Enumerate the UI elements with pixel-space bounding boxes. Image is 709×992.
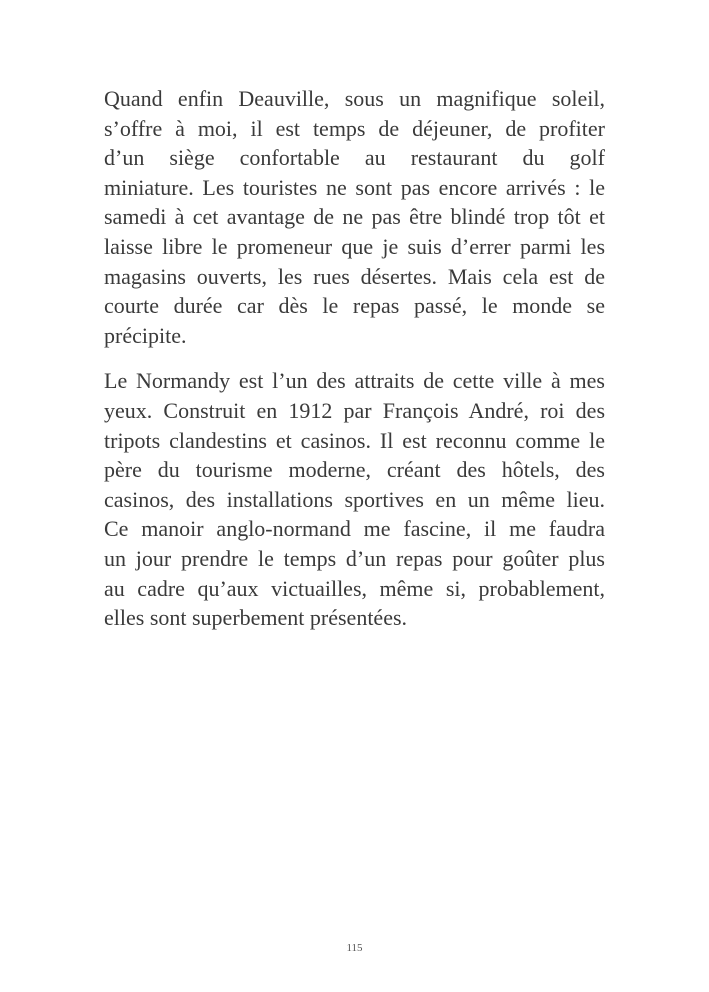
text-line: d’un siège confortable au restaurant du golf (104, 145, 605, 171)
text-line: Quand enfin Deauville, sous un magnifique soleil, (104, 86, 605, 111)
text-line: un jour prendre le temps d’un repas pour goûter plus (104, 545, 605, 571)
text-line: casinos, des installations sportives en un même lieu. (104, 486, 605, 512)
paragraph (104, 84, 605, 350)
page-number: 115 (346, 942, 363, 954)
text-line: magasins ouverts, les rues désertes. Mais cela est de (104, 263, 605, 289)
text-line: laisse libre le promeneur que je suis d’errer parmi les (104, 233, 605, 259)
text-line: yeux. Construit en 1912 par François André, roi des (104, 397, 605, 423)
text-line: s’offre à moi, il est temps de déjeuner, de profiter (104, 115, 605, 141)
text-line: Ce manoir anglo-normand me fascine, il me faudra (104, 516, 605, 542)
page-body (104, 84, 605, 649)
text-line: courte durée car dès le repas passé, le monde se (104, 293, 605, 319)
text-line: précipite. (104, 322, 187, 348)
text-line: au cadre qu’aux victuailles, même si, probablement, (104, 575, 605, 601)
text-line: miniature. Les touristes ne sont pas encore arrivés : le (104, 174, 605, 200)
text-line: père du tourisme moderne, créant des hôtels, des (104, 457, 605, 483)
text-line: Le Normandy est l’un des attraits de cette ville à mes (104, 368, 605, 394)
text-line: samedi à cet avantage de ne pas être blindé trop tôt et (104, 204, 605, 230)
paragraph (104, 366, 605, 632)
text-line: elles sont superbement présentées. (104, 605, 408, 631)
text-line: tripots clandestins et casinos. Il est reconnu comme le (104, 427, 605, 453)
